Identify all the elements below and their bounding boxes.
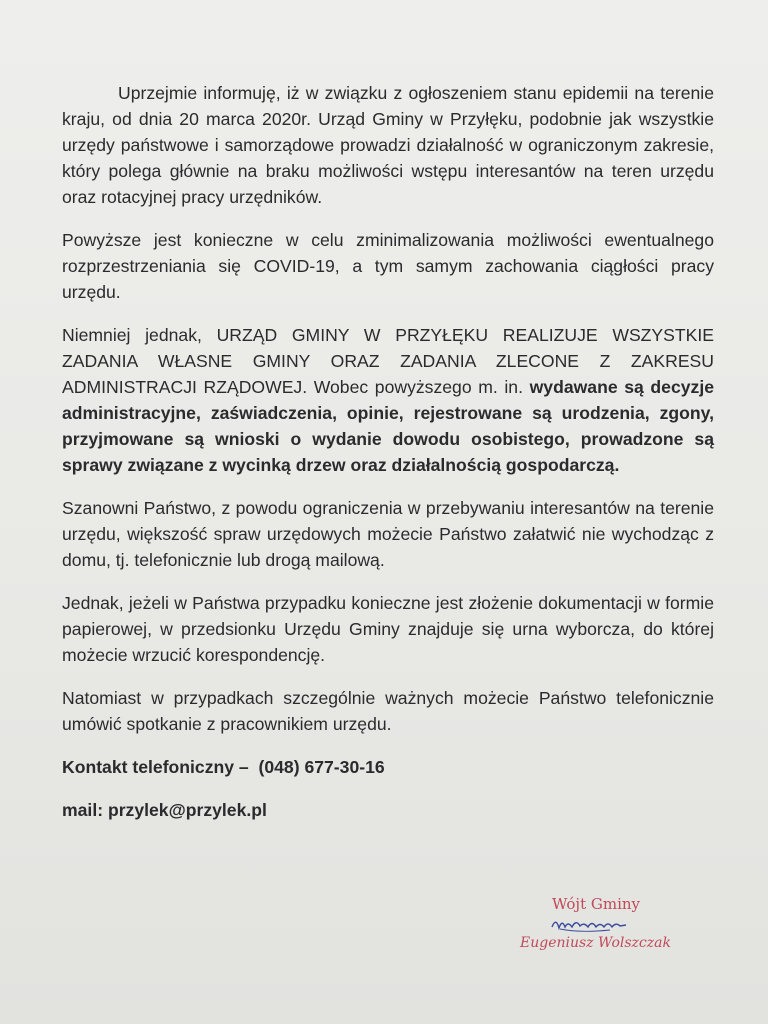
signature-title: Wójt Gminy [552, 895, 641, 913]
paragraph-ballot-box: Jednak, jeżeli w Państwa przypadku konieczne jest złożenie dokumentacji w formie papierowej, w przedsionku Urzędu Gminy znajduje się urna wyborcza, do której możecie wrzucić korespondencję. [62, 593, 714, 665]
handwritten-signature [550, 913, 700, 935]
paragraph-remote: Szanowni Państwo, z powodu ograniczenia w przebywaniu interesantów na terenie urzędu, większość spraw urzędowych możecie Państwo załatwić nie wychodząc z domu, tj. telefonicznie lub drogą mailową. [62, 498, 714, 570]
mail-contact: mail: przylek@przylek.pl [62, 800, 267, 820]
phone-contact: Kontakt telefoniczny – (048) 677-30-16 [62, 757, 385, 777]
paragraph-tasks-text: Niemniej jednak, URZĄD GMINY W PRZYŁĘKU REALIZUJE WSZYSTKIE ZADANIA WŁASNE GMINY ORAZ ZADANIA ZLECONE Z ZAKRESU ADMINISTRACJI RZĄDOWEJ. Wobec powyższego m. in. [62, 325, 714, 397]
letter-body [62, 80, 714, 840]
paragraph-appointment: Natomiast w przypadkach szczególnie ważnych możecie Państwo telefonicznie umówić spotkanie z pracownikiem urzędu. [62, 688, 714, 734]
signature-stamp [520, 895, 700, 951]
paragraph-tasks-bold: wydawane są decyzje administracyjne, zaświadczenia, opinie, rejestrowane są urodzenia, zgony, przyjmowane są wnioski o wydanie dowodu osobistego, prowadzone są sprawy związane z wycinką drzew oraz działalnością gospodarczą. [62, 377, 714, 475]
paragraph-intro: Uprzejmie informuję, iż w związku z ogłoszeniem stanu epidemii na terenie kraju, od dnia 20 marca 2020r. Urząd Gminy w Przyłęku, podobnie jak wszystkie urzędy państwowe i samorządowe prowadzi działalność w ograniczonym zakresie, który polega głównie na braku możliwości wstępu interesantów na teren urzędu oraz rotacyjnej pracy urzędników. [62, 83, 714, 207]
signature-name: Eugeniusz Wolszczak [520, 935, 671, 951]
paragraph-reason: Powyższe jest konieczne w celu zminimalizowania możliwości ewentualnego rozprzestrzeniania się COVID-19, a tym samym zachowania ciągłości pracy urzędu. [62, 230, 714, 302]
paragraph-tasks [62, 322, 714, 478]
